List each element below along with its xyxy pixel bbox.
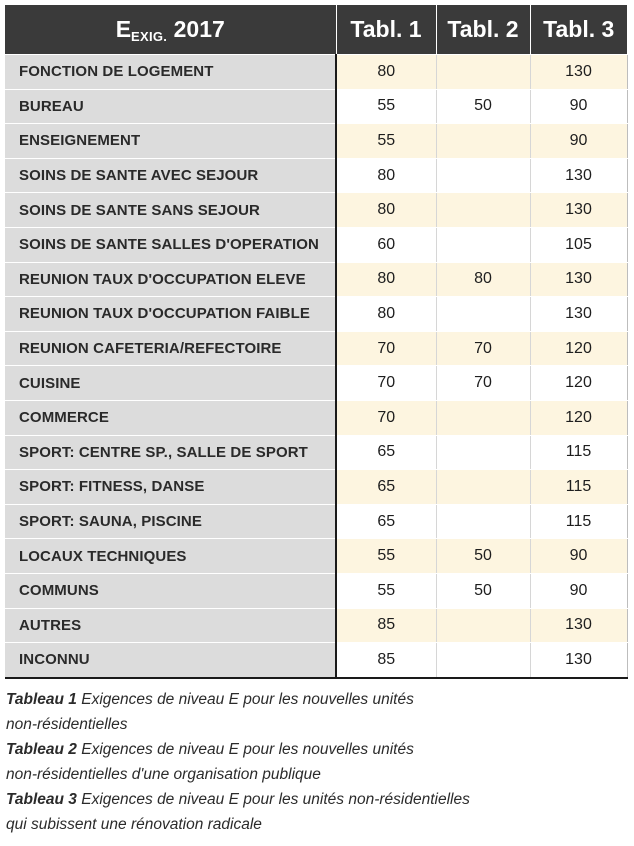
table-row [5, 89, 627, 124]
row-label: COMMERCE [5, 400, 336, 435]
cell-tabl-1: 60 [336, 227, 436, 262]
cell-tabl-3: 115 [530, 470, 627, 505]
note-text-line2: qui subissent une rénovation radicale [6, 815, 262, 833]
table-row [5, 366, 627, 401]
cell-tabl-1: 80 [336, 55, 436, 90]
table-row [5, 435, 627, 470]
row-label: REUNION TAUX D'OCCUPATION FAIBLE [5, 297, 336, 332]
cell-tabl-2 [436, 227, 530, 262]
header-title [5, 5, 336, 55]
cell-tabl-1: 65 [336, 504, 436, 539]
row-label: ENSEIGNEMENT [5, 124, 336, 159]
table-row [5, 227, 627, 262]
cell-tabl-2: 70 [436, 366, 530, 401]
cell-tabl-1: 85 [336, 643, 436, 678]
cell-tabl-2 [436, 435, 530, 470]
table-row [5, 504, 627, 539]
header-col-tabl-2: Tabl. 2 [436, 5, 530, 55]
cell-tabl-3: 130 [530, 55, 627, 90]
cell-tabl-1: 55 [336, 573, 436, 608]
header-title-main: E [115, 15, 132, 42]
cell-tabl-3: 90 [530, 539, 627, 574]
note-tag: Tableau 2 [6, 740, 77, 758]
row-label: REUNION TAUX D'OCCUPATION ELEVE [5, 262, 336, 297]
row-label: SOINS DE SANTE SANS SEJOUR [5, 193, 336, 228]
row-label: COMMUNS [5, 573, 336, 608]
table-row [5, 573, 627, 608]
cell-tabl-2 [436, 124, 530, 159]
cell-tabl-1: 70 [336, 331, 436, 366]
cell-tabl-3: 115 [530, 504, 627, 539]
cell-tabl-3: 130 [530, 158, 627, 193]
cell-tabl-1: 80 [336, 193, 436, 228]
table-row [5, 608, 627, 643]
cell-tabl-2 [436, 608, 530, 643]
cell-tabl-3: 130 [530, 643, 627, 678]
table-row [5, 643, 627, 678]
row-label: INCONNU [5, 643, 336, 678]
row-label: BUREAU [5, 89, 336, 124]
cell-tabl-1: 65 [336, 470, 436, 505]
cell-tabl-1: 80 [336, 262, 436, 297]
table-header-row [5, 5, 627, 55]
cell-tabl-3: 130 [530, 608, 627, 643]
row-label: SOINS DE SANTE SALLES D'OPERATION [5, 227, 336, 262]
row-label: SPORT: CENTRE SP., SALLE DE SPORT [5, 435, 336, 470]
row-label: AUTRES [5, 608, 336, 643]
cell-tabl-1: 65 [336, 435, 436, 470]
cell-tabl-3: 120 [530, 331, 627, 366]
cell-tabl-2 [436, 504, 530, 539]
note-text-line1: Exigences de niveau E pour les nouvelles unités [76, 740, 414, 758]
row-label: REUNION CAFETERIA/REFECTOIRE [5, 331, 336, 366]
table-notes [5, 687, 627, 837]
e-level-requirements-table [5, 5, 628, 679]
header-title-year: 2017 [167, 15, 225, 42]
cell-tabl-3: 115 [530, 435, 627, 470]
cell-tabl-3: 90 [530, 89, 627, 124]
requirements-table-page [5, 5, 627, 837]
note-tableau-3 [6, 787, 627, 837]
cell-tabl-1: 55 [336, 539, 436, 574]
row-label: SPORT: FITNESS, DANSE [5, 470, 336, 505]
table-row [5, 124, 627, 159]
note-tag: Tableau 3 [6, 790, 77, 808]
cell-tabl-2 [436, 400, 530, 435]
cell-tabl-3: 130 [530, 297, 627, 332]
cell-tabl-1: 80 [336, 297, 436, 332]
cell-tabl-1: 85 [336, 608, 436, 643]
cell-tabl-2 [436, 55, 530, 90]
row-label: LOCAUX TECHNIQUES [5, 539, 336, 574]
cell-tabl-2 [436, 643, 530, 678]
table-row [5, 331, 627, 366]
cell-tabl-2: 50 [436, 573, 530, 608]
cell-tabl-3: 120 [530, 366, 627, 401]
cell-tabl-2: 50 [436, 89, 530, 124]
note-text-line2: non-résidentielles [6, 715, 128, 733]
table-row [5, 470, 627, 505]
cell-tabl-3: 90 [530, 124, 627, 159]
cell-tabl-1: 70 [336, 366, 436, 401]
table-row [5, 158, 627, 193]
cell-tabl-1: 55 [336, 124, 436, 159]
header-col-tabl-1: Tabl. 1 [336, 5, 436, 55]
cell-tabl-1: 70 [336, 400, 436, 435]
cell-tabl-3: 90 [530, 573, 627, 608]
cell-tabl-3: 130 [530, 262, 627, 297]
cell-tabl-2 [436, 158, 530, 193]
header-col-tabl-3: Tabl. 3 [530, 5, 627, 55]
table-row [5, 55, 627, 90]
note-tableau-1 [6, 687, 627, 737]
note-tableau-2 [6, 737, 627, 787]
table-row [5, 297, 627, 332]
row-label: SOINS DE SANTE AVEC SEJOUR [5, 158, 336, 193]
cell-tabl-3: 105 [530, 227, 627, 262]
note-tag: Tableau 1 [6, 690, 77, 708]
row-label: SPORT: SAUNA, PISCINE [5, 504, 336, 539]
note-text-line1: Exigences de niveau E pour les nouvelles unités [76, 690, 414, 708]
cell-tabl-3: 130 [530, 193, 627, 228]
cell-tabl-2: 50 [436, 539, 530, 574]
row-label: CUISINE [5, 366, 336, 401]
table-body [5, 55, 627, 678]
cell-tabl-1: 80 [336, 158, 436, 193]
note-text-line1: Exigences de niveau E pour les unités non-résidentielles [76, 790, 470, 808]
cell-tabl-2: 80 [436, 262, 530, 297]
cell-tabl-2 [436, 470, 530, 505]
cell-tabl-1: 55 [336, 89, 436, 124]
cell-tabl-3: 120 [530, 400, 627, 435]
row-label: FONCTION DE LOGEMENT [5, 55, 336, 90]
table-row [5, 539, 627, 574]
cell-tabl-2 [436, 193, 530, 228]
table-row [5, 193, 627, 228]
table-row [5, 400, 627, 435]
cell-tabl-2: 70 [436, 331, 530, 366]
header-title-subscript: EXIG. [131, 28, 168, 44]
table-row [5, 262, 627, 297]
note-text-line2: non-résidentielles d'une organisation publique [6, 765, 321, 783]
cell-tabl-2 [436, 297, 530, 332]
